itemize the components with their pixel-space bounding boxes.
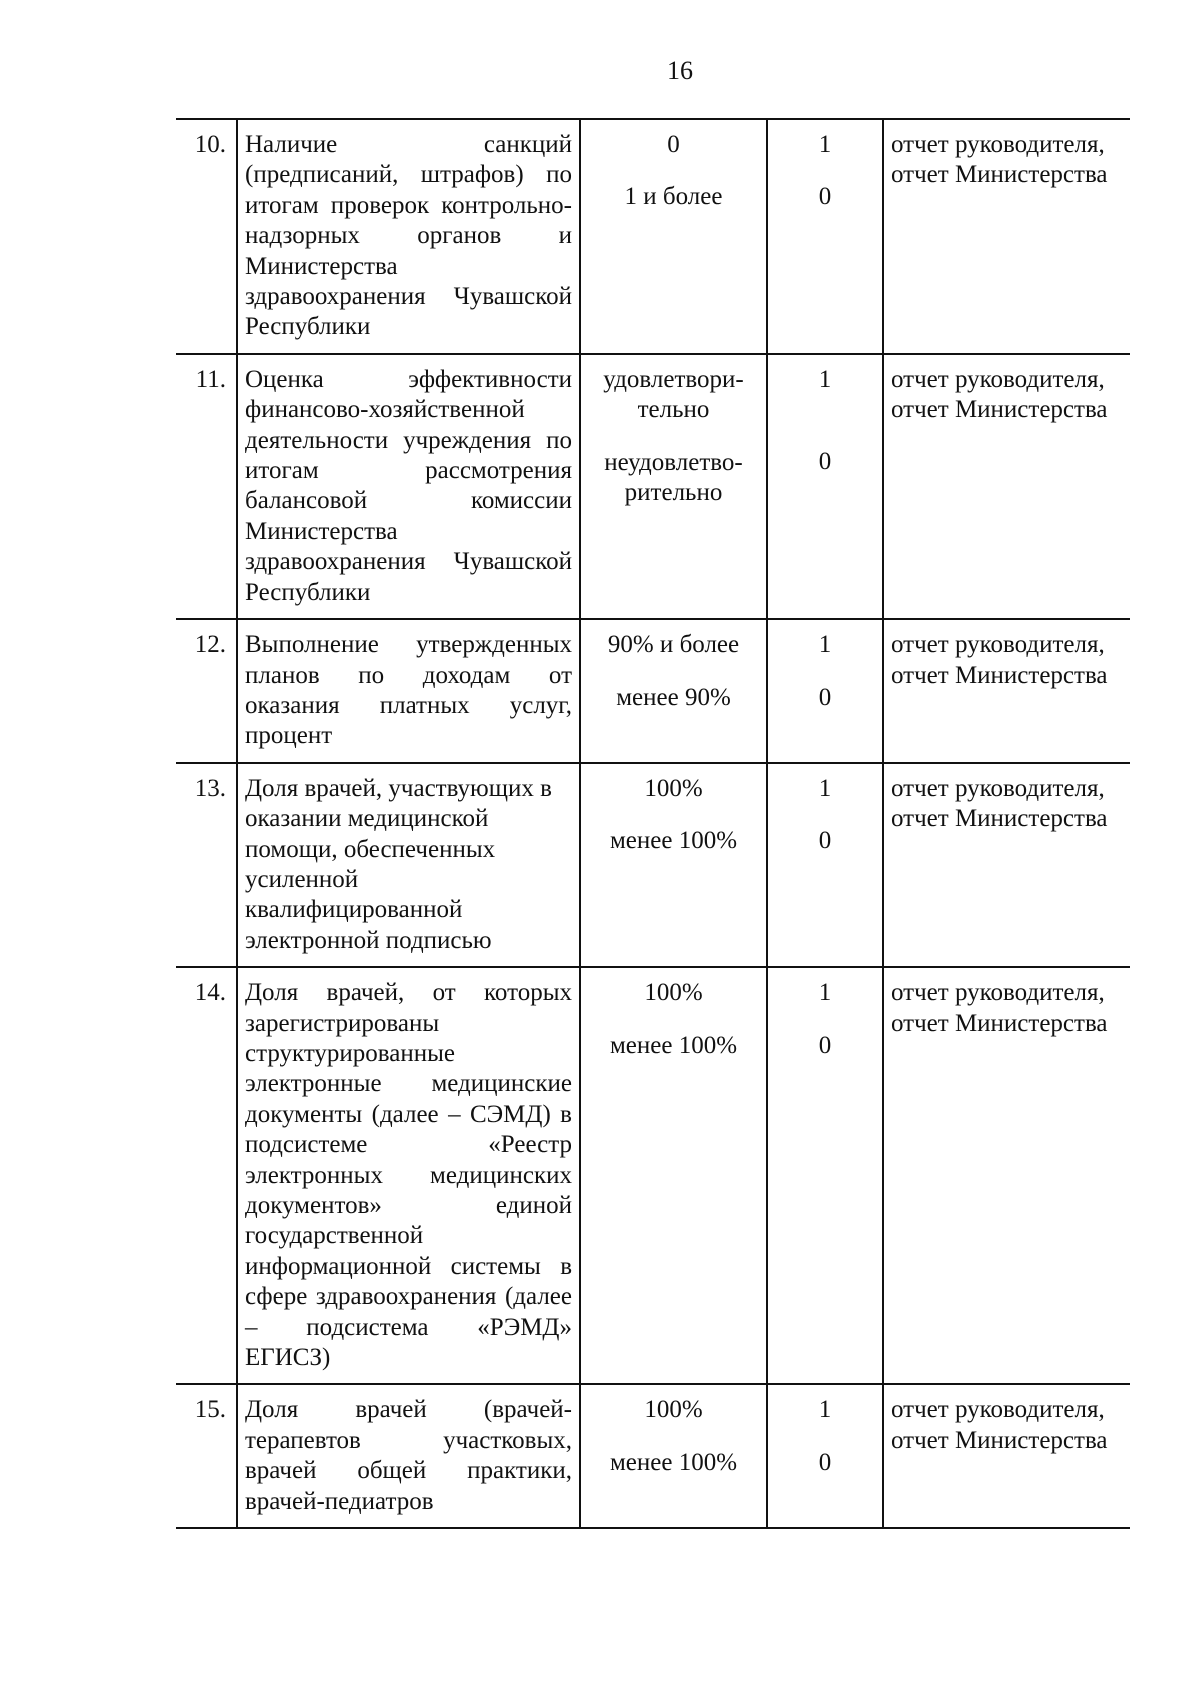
row-number: 12.: [176, 619, 237, 763]
data-source: отчет руководителя, отчет Министерства: [883, 967, 1130, 1384]
indicator-scores: [767, 763, 883, 967]
indicator-scores: [767, 354, 883, 619]
score-option: 1: [818, 365, 832, 393]
indicator-name: Доля врачей (врачей-терапевтов участковых, врачей общей практики, врачей-педиатров: [237, 1384, 580, 1528]
value-option: менее 100%: [609, 1031, 738, 1059]
row-number: 13.: [176, 763, 237, 967]
value-option: менее 100%: [609, 827, 738, 855]
row-number: 14.: [176, 967, 237, 1384]
value-option: 1 и более: [624, 183, 723, 211]
criteria-table: [176, 118, 1130, 1529]
value-option: 100%: [644, 1396, 703, 1424]
table-row: [176, 763, 1130, 967]
indicator-name: Доля врачей, участвующих в оказании медицинской помощи, обеспеченных усиленной квалифицированной электронной подписью: [237, 763, 580, 967]
indicator-name: Доля врачей, от которых зарегистрированы структурированные электронные медицинские документы (далее – СЭМД) в подсистеме «Реестр электронных медицинских документов» единой государственной информационной системы в сфере здравоохранения (далее – подсистема «РЭМД» ЕГИСЗ): [237, 967, 580, 1384]
indicator-scores: [767, 619, 883, 763]
score-option: 0: [818, 683, 832, 711]
data-source: отчет руководителя, отчет Министерства: [883, 763, 1130, 967]
indicator-scores: [767, 119, 883, 354]
score-option: 1: [818, 774, 832, 802]
indicator-values: [580, 119, 767, 354]
indicator-values: [580, 1384, 767, 1528]
indicator-values: [580, 354, 767, 619]
indicator-name: Выполнение утвержденных планов по доходам от оказания платных услуг, процент: [237, 619, 580, 763]
indicator-values: [580, 763, 767, 967]
score-option: 0: [818, 827, 832, 855]
value-option: менее 90%: [616, 683, 731, 711]
indicator-name: Наличие санкций (предписаний, штрафов) по итогам проверок контрольно-надзорных органов и Министерства здравоохранения Чувашской Республики: [237, 119, 580, 354]
value-option: 0: [667, 131, 680, 158]
table-row: [176, 1384, 1130, 1528]
score-option: 1: [818, 631, 832, 659]
table-row: [176, 619, 1130, 763]
row-number: 15.: [176, 1384, 237, 1528]
score-option: 0: [818, 1031, 832, 1059]
data-source: отчет руководителя, отчет Министерства: [883, 619, 1130, 763]
value-option: 90% и более: [607, 631, 740, 659]
data-source: отчет руководителя, отчет Министерства: [883, 119, 1130, 354]
data-source: отчет руководителя, отчет Министерства: [883, 1384, 1130, 1528]
score-option: 1: [818, 979, 832, 1007]
value-option: 100%: [644, 979, 703, 1007]
score-option: 1: [818, 1396, 832, 1424]
indicator-values: [580, 967, 767, 1384]
value-option: неудовлетво-рительно: [604, 448, 743, 507]
indicator-scores: [767, 967, 883, 1384]
table-row: [176, 354, 1130, 619]
row-number: 11.: [176, 354, 237, 619]
value-option: удовлетвори-тельно: [603, 365, 744, 424]
table-row: [176, 967, 1130, 1384]
value-option: 100%: [644, 774, 703, 802]
score-option: 1: [818, 131, 832, 158]
score-option: 0: [818, 1448, 832, 1476]
indicator-name: Оценка эффективности финансово-хозяйственной деятельности учреждения по итогам рассмотрения балансовой комиссии Министерства здравоохранения Чувашской Республики: [237, 354, 580, 619]
data-source: отчет руководителя, отчет Министерства: [883, 354, 1130, 619]
value-option: менее 100%: [609, 1448, 738, 1476]
indicator-values: [580, 619, 767, 763]
row-number: 10.: [176, 119, 237, 354]
indicator-scores: [767, 1384, 883, 1528]
table-row: [176, 119, 1130, 354]
page-number: 16: [667, 56, 693, 85]
score-option: 0: [818, 183, 832, 211]
score-option: 0: [818, 448, 832, 476]
